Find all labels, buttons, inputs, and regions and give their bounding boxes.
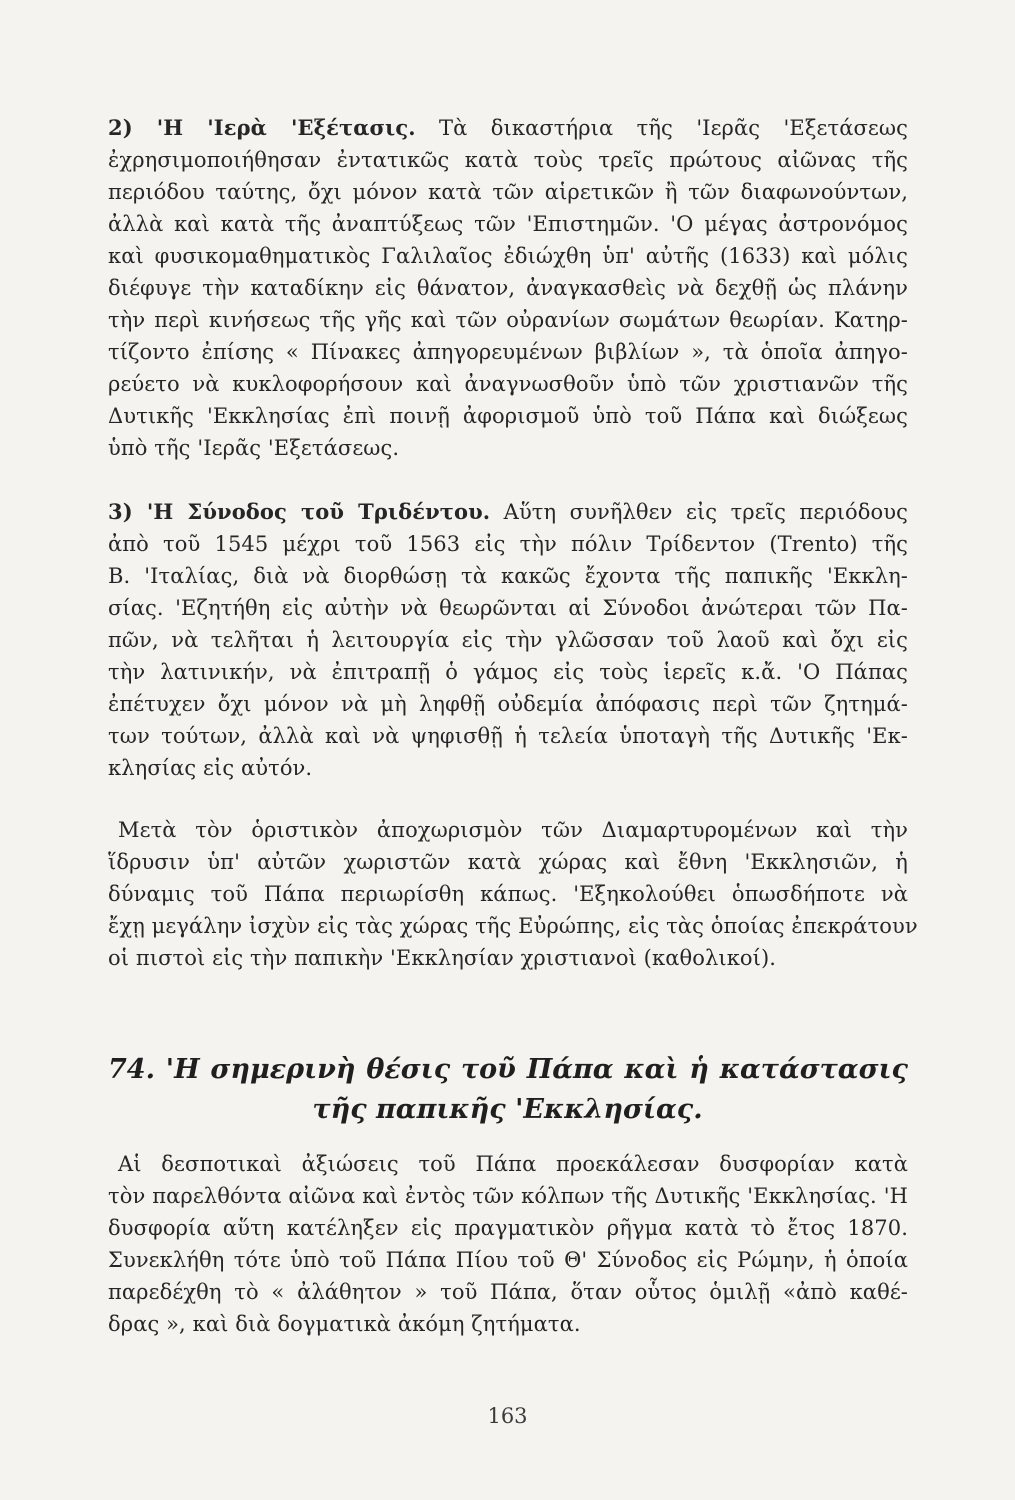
section-3-lead: 3) 'Η Σύνοδος τοῦ Τριδέντου. [108, 499, 491, 524]
section-2-line-7: τὴν περὶ κινήσεως τῆς γῆς καὶ τῶν οὐρανίων σωμάτων θεωρίαν. Κατηρ- [108, 308, 908, 332]
chapter-body-line-4: Συνεκλήθη τότε ὑπὸ τοῦ Πάπα Πίου τοῦ Θ' Σύνοδος εἰς Ρώμην, ἡ ὁποία [108, 1248, 908, 1272]
section-3-line-8: των τούτων, ἀλλὰ καὶ νὰ ψηφισθῇ ἡ τελεία ὑποταγὴ τῆς Δυτικῆς 'Εκ- [108, 724, 908, 748]
section-2-line-1-text: Τὰ δικαστήρια τῆς 'Ιερᾶς 'Εξετάσεως [415, 116, 908, 140]
chapter-body-line-2: τὸν παρελθόντα αἰῶνα καὶ ἐντὸς τῶν κόλπων τῆς Δυτικῆς 'Εκκλησίας. 'Η [108, 1184, 908, 1208]
section-2-lead: 2) 'Η 'Ιερὰ 'Εξέτασις. [108, 115, 416, 140]
paragraph-line-4: ἔχῃ μεγάλην ἰσχὺν εἰς τὰς χώρας τῆς Εὐρώπης, εἰς τὰς ὁποίας ἐπεκράτουν [108, 914, 918, 938]
chapter-heading-line-2: τῆς παπικῆς 'Εκκλησίας. [312, 1094, 703, 1125]
section-3-line-5: πῶν, νὰ τελῆται ἡ λειτουργία εἰς τὴν γλῶσσαν τοῦ λαοῦ καὶ ὄχι εἰς [108, 628, 908, 652]
page-number: 163 [487, 1404, 528, 1428]
section-2-line-2: ἐχρησιμοποιήθησαν ἐντατικῶς κατὰ τοὺς τρεῖς πρώτους αἰῶνας τῆς [108, 148, 908, 172]
chapter-body-line-1: Αἱ δεσποτικαὶ ἀξιώσεις τοῦ Πάπα προεκάλεσαν δυσφορίαν κατὰ [118, 1152, 908, 1176]
section-3-line-2: ἀπὸ τοῦ 1545 μέχρι τοῦ 1563 εἰς τὴν πόλιν Τρίδεντον (Trento) τῆς [108, 532, 908, 556]
section-2-line-10: Δυτικῆς 'Εκκλησίας ἐπὶ ποινῇ ἀφορισμοῦ ὑπὸ τοῦ Πάπα καὶ διώξεως [108, 404, 908, 428]
chapter-body-line-3: δυσφορία αὕτη κατέληξεν εἰς πραγματικὸν ρῆγμα κατὰ τὸ ἔτος 1870. [108, 1216, 908, 1240]
paragraph-line-5: οἱ πιστοὶ εἰς τὴν παπικὴν 'Εκκλησίαν χριστιανοὶ (καθολικοί). [108, 946, 777, 970]
section-2-line-8: τίζοντο ἐπίσης « Πίνακες ἀπηγορευμένων βιβλίων », τὰ ὁποῖα ἀπηγο- [108, 340, 908, 364]
paragraph-line-2: ἵδρυσιν ὑπ' αὐτῶν χωριστῶν κατὰ χώρας καὶ ἔθνη 'Εκκλησιῶν, ἡ [108, 850, 908, 874]
section-3-line-6: τὴν λατινικήν, νὰ ἐπιτραπῇ ὁ γάμος εἰς τοὺς ἱερεῖς κ.ἄ. 'Ο Πάπας [108, 660, 908, 684]
section-2-line-9: ρεύετο νὰ κυκλοφορήσουν καὶ ἀναγνωσθοῦν ὑπὸ τῶν χριστιανῶν τῆς [108, 372, 908, 396]
section-2-line-4: ἀλλὰ καὶ κατὰ τῆς ἀναπτύξεως τῶν 'Επιστημῶν. 'Ο μέγας ἀστρονόμος [108, 212, 908, 236]
chapter-heading-line-1: 74. 'Η σημερινὴ θέσις τοῦ Πάπα καὶ ἡ κατάστασις [108, 1054, 908, 1085]
section-3-line-1-text: Αὕτη συνῆλθεν εἰς τρεῖς περιόδους [490, 500, 909, 524]
section-2-line-5: καὶ φυσικομαθηματικὸς Γαλιλαῖος ἐδιώχθη ὑπ' αὐτῆς (1633) καὶ μόλις [108, 244, 908, 268]
section-2-line-1 [108, 113, 908, 143]
section-3-line-1 [108, 497, 908, 527]
chapter-body-line-5: παρεδέχθη τὸ « ἀλάθητον » τοῦ Πάπα, ὅταν οὗτος ὁμιλῇ «ἀπὸ καθέ- [108, 1280, 908, 1304]
section-3-line-7: ἐπέτυχεν ὄχι μόνον νὰ μὴ ληφθῇ οὐδεμία ἀπόφασις περὶ τῶν ζητημά- [108, 692, 908, 716]
paragraph-line-3: δύναμις τοῦ Πάπα περιωρίσθη κάπως. 'Εξηκολούθει ὁπωσδήποτε νὰ [108, 882, 908, 906]
section-2-line-3: περιόδου ταύτης, ὄχι μόνον κατὰ τῶν αἱρετικῶν ἢ τῶν διαφωνούντων, [108, 180, 908, 204]
section-3-line-3: Β. 'Ιταλίας, διὰ νὰ διορθώσῃ τὰ κακῶς ἔχοντα τῆς παπικῆς 'Εκκλη- [108, 564, 908, 588]
section-2-line-6: διέφυγε τὴν καταδίκην εἰς θάνατον, ἀναγκασθεὶς νὰ δεχθῇ ὡς πλάνην [108, 276, 908, 300]
chapter-body-line-6: δρας », καὶ διὰ δογματικὰ ἀκόμη ζητήματα. [108, 1312, 581, 1336]
section-3-line-9: κλησίας εἰς αὐτόν. [108, 756, 313, 780]
paragraph-line-1: Μετὰ τὸν ὁριστικὸν ἀποχωρισμὸν τῶν Διαμαρτυρομένων καὶ τὴν [118, 818, 908, 842]
section-3-line-4: σίας. 'Εζητήθη εἰς αὐτὴν νὰ θεωρῶνται αἱ Σύνοδοι ἀνώτεραι τῶν Πα- [108, 596, 908, 620]
section-2-line-11: ὑπὸ τῆς 'Ιερᾶς 'Εξετάσεως. [108, 436, 400, 460]
